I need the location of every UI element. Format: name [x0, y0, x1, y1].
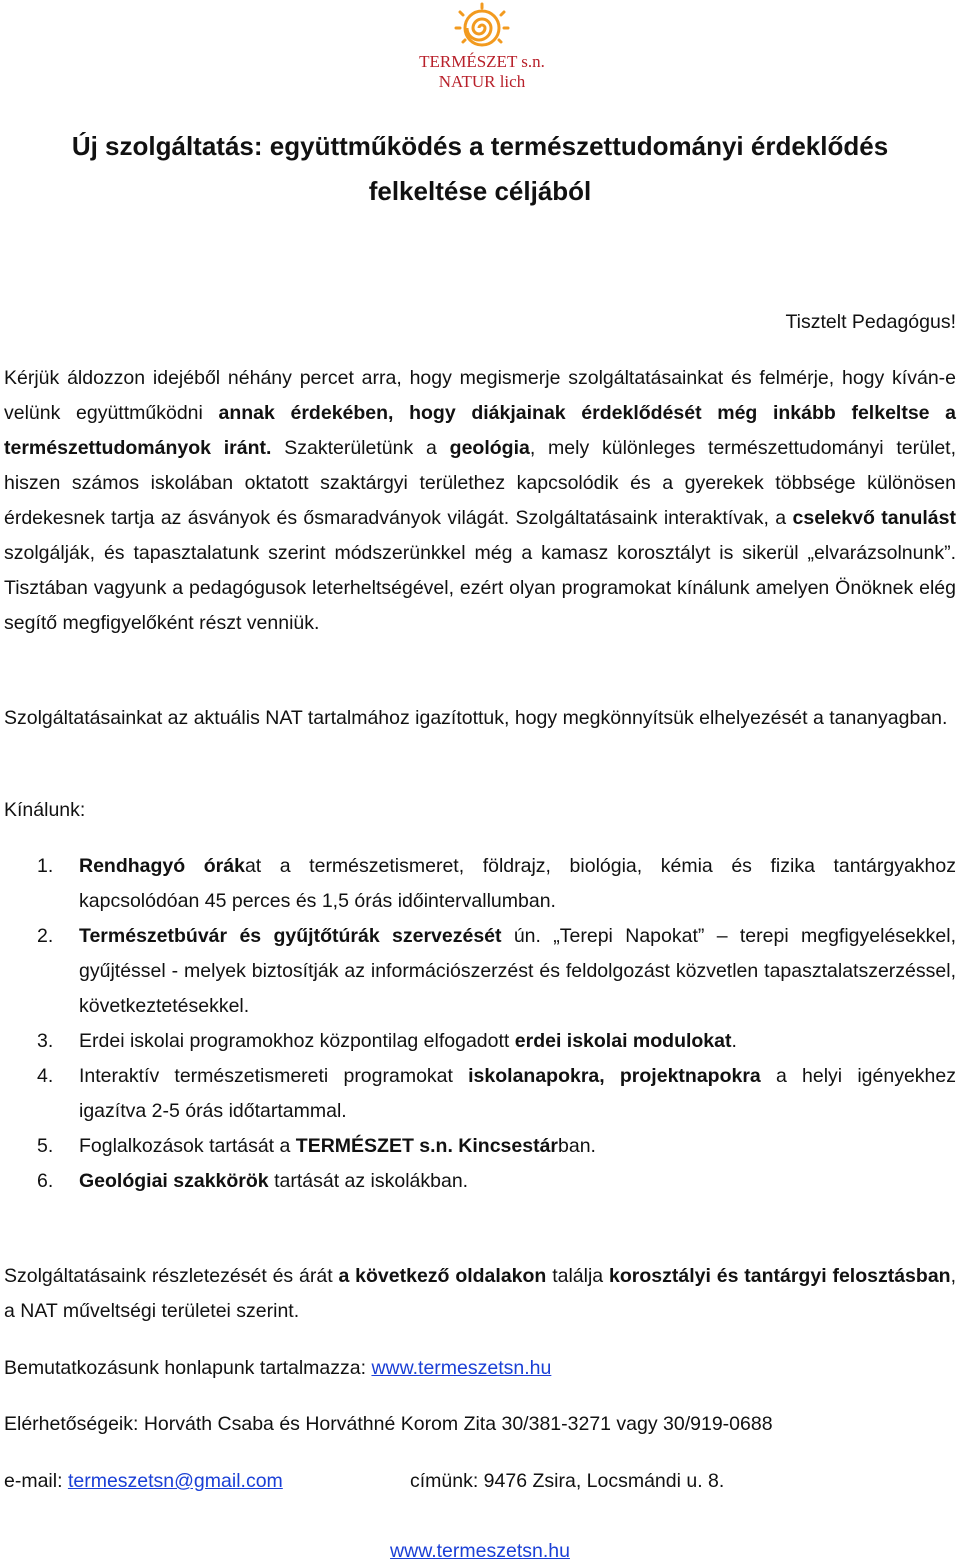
email-link[interactable]: termeszetsn@gmail.com [67, 1470, 283, 1492]
offer-label: Kínálunk: [4, 799, 86, 821]
nat-paragraph: Szolgáltatásainkat az aktuális NAT tartalmához igazítottuk, hogy megkönnyítsük elhelyezését a tananyagban. [4, 707, 948, 729]
footer-link[interactable]: www.termeszetsn.hu [390, 1540, 570, 1562]
logo [407, 2, 557, 94]
services-list [4, 849, 956, 1199]
footer [0, 1536, 960, 1566]
list-item: 2. Természetbúvár és gyűjtőtúrák szervezését ún. „Terepi Napokat” – terepi megfigyelésekkel, gyűjtéssel - melyek biztosítják az információszerzést és feldolgozást közvetlen tapasztalatszerzéssel, következtetésekkel. [37, 925, 956, 1017]
svg-text:NATUR lich: NATUR lich [438, 72, 526, 91]
postal-address: címünk: 9476 Zsira, Locsmándi u. 8. [410, 1470, 725, 1492]
sun-spiral-icon [407, 2, 557, 94]
list-item: 4. Interaktív természetismereti programokat iskolanapokra, projektnapokra a helyi igényekhez igazítva 2-5 órás időtartammal. [37, 1065, 956, 1122]
homepage-line: Bemutatkozásunk honlapunk tartalmazza: www.termeszetsn.hu [4, 1357, 552, 1379]
list-item: 3. Erdei iskolai programokhoz központilag elfogadott erdei iskolai modulokat. [37, 1030, 737, 1052]
intro-paragraph: Kérjük áldozzon idejéből néhány percet arra, hogy megismerje szolgáltatásainkat és felmérje, hogy kíván-e velünk együttműködni annak érdekében, hogy diákjainak érdeklődését még inkább felkeltse a természettudományok iránt. Szakterületünk a geológia, mely különleges természettudományi terület, hiszen számos iskolában oktatott szaktárgyi területhez kapcsolódik és a gyerekek többsége különösen érdekesnek tartja az ásványok és ősmaradványok világát. Szolgáltatásaink interaktívak, a cselekvő tanulást szolgálják, és tapasztalatunk szerint módszerünkkel még a kamasz korosztályt is sikerül „elvarázsolnunk”. Tisztában vagyunk a pedagógusok leterheltségével, ezért olyan programokat kínálunk amelyen Önöknek elég segítő megfigyelőként részt venniük. [4, 367, 957, 634]
greeting: Tisztelt Pedagógus! [785, 311, 956, 333]
list-item: 1. Rendhagyó órákat a természetismeret, földrajz, biológia, kémia és fizika tantárgyakhoz kapcsolódóan 45 perces és 1,5 órás időintervallumban. [37, 855, 956, 912]
list-item: 5. Foglalkozások tartását a TERMÉSZET s.n. Kincsestárban. [37, 1135, 596, 1157]
svg-text:TERMÉSZET s.n.: TERMÉSZET s.n. [419, 52, 545, 71]
page-title: Új szolgáltatás: együttműködés a természettudományi érdeklődés felkeltése céljából [71, 131, 889, 206]
details-paragraph: Szolgáltatásaink részletezését és árát a következő oldalakon találja korosztályi és tantárgyi felosztásban, a NAT műveltségi területei szerint. [4, 1265, 956, 1322]
list-item: 6. Geológiai szakkörök tartását az iskolákban. [37, 1170, 469, 1192]
contacts-line: Elérhetőségeik: Horváth Csaba és Horváthné Korom Zita 30/381-3271 vagy 30/919-0688 [4, 1413, 773, 1435]
email-line: e-mail: termeszetsn@gmail.com [4, 1470, 283, 1492]
homepage-link[interactable]: www.termeszetsn.hu [371, 1357, 552, 1379]
